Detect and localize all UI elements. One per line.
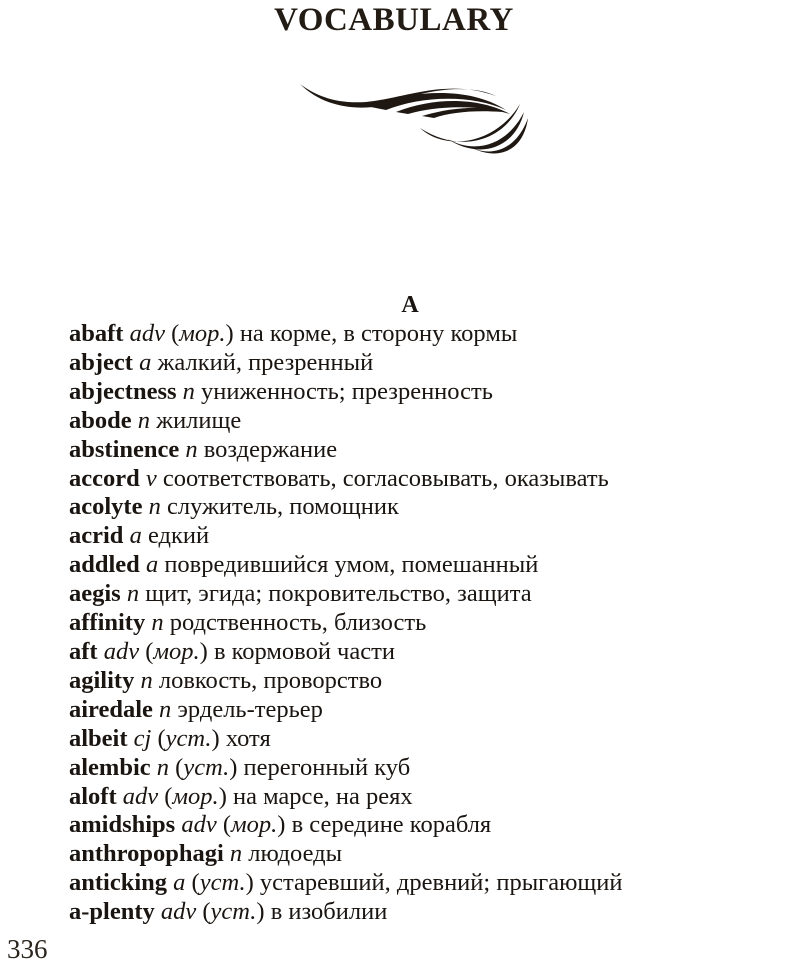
entry-part-of-speech: adv (181, 811, 217, 839)
entry-translation: в кормовой части (213, 637, 395, 665)
entry-part-of-speech: adv (103, 637, 140, 665)
entry-headword: airedale (69, 695, 153, 723)
vocabulary-entry (69, 320, 622, 349)
entry-translation: перегонный куб (243, 753, 411, 781)
entry-headword: affinity (69, 609, 146, 637)
entry-headword: aloft (69, 782, 117, 810)
entry-translation: едкий (147, 522, 210, 550)
entry-translation: жилище (156, 406, 242, 434)
entry-translation: униженность; презренность (201, 377, 493, 405)
entry-usage-label: мор. (231, 811, 278, 839)
entry-usage-note: (уст.) (157, 724, 220, 752)
vocabulary-entry (69, 898, 622, 927)
entry-translation: щит, эгида; покровительство, защита (145, 580, 532, 608)
vocabulary-entry (69, 638, 622, 667)
entry-part-of-speech: n (156, 753, 170, 781)
entry-part-of-speech: adv (129, 320, 165, 347)
entry-part-of-speech: n (137, 406, 151, 434)
entry-headword: a-plenty (69, 898, 155, 926)
vocabulary-entry (69, 609, 622, 638)
vocabulary-entry (69, 522, 622, 551)
vocabulary-entry (69, 696, 622, 725)
entry-headword: acolyte (69, 493, 143, 521)
vocabulary-entry (69, 436, 622, 465)
entry-headword: amidships (69, 811, 176, 839)
entry-headword: anthropophagi (69, 840, 224, 868)
vocabulary-entry (69, 840, 622, 869)
entry-translation: воздержание (203, 435, 338, 463)
entry-usage-note: (уст.) (175, 753, 238, 781)
vocabulary-entry (69, 407, 622, 436)
entry-translation: служитель, помощник (166, 493, 399, 521)
entry-part-of-speech: adv (122, 782, 159, 810)
entry-translation: эрдель-терьер (177, 695, 323, 723)
entry-translation: соответствовать, согласовывать, оказывать (162, 464, 609, 492)
entry-part-of-speech: n (140, 666, 153, 694)
entry-usage-label: уст. (165, 724, 212, 752)
flourish-ornament-icon (296, 82, 532, 162)
entry-headword: abjectness (69, 377, 177, 405)
entry-usage-label: мор. (172, 782, 219, 810)
entry-part-of-speech: a (145, 551, 159, 579)
vocabulary-list (69, 320, 622, 927)
vocabulary-entry (69, 754, 622, 783)
entry-part-of-speech: cj (133, 724, 152, 752)
entry-usage-label: мор. (179, 320, 226, 347)
entry-translation: в изобилии (270, 898, 388, 926)
entry-headword: abstinence (69, 435, 180, 463)
entry-headword: aft (69, 637, 98, 665)
section-letter: A (401, 292, 419, 318)
entry-headword: addled (69, 551, 140, 579)
entry-headword: abaft (69, 320, 124, 347)
entry-part-of-speech: n (126, 580, 140, 608)
vocabulary-entry (69, 349, 622, 378)
entry-usage-label: уст. (199, 869, 246, 897)
entry-usage-note: (уст.) (191, 869, 254, 897)
entry-translation: на марсе, на реях (232, 782, 413, 810)
entry-headword: accord (69, 464, 140, 492)
page-title: VOCABULARY (274, 2, 514, 38)
entry-usage-label: уст. (210, 898, 257, 926)
entry-translation: на корме, в сторону кормы (239, 320, 518, 347)
vocabulary-entry (69, 869, 622, 898)
entry-usage-note: (мор.) (164, 782, 227, 810)
entry-usage-label: уст. (183, 753, 230, 781)
entry-headword: abode (69, 406, 132, 434)
entry-translation: ловкость, проворство (158, 666, 383, 694)
entry-part-of-speech: adv (160, 898, 197, 926)
entry-part-of-speech: a (129, 522, 142, 550)
vocabulary-entry (69, 580, 622, 609)
entry-translation: повредившийся умом, помешанный (164, 551, 539, 579)
entry-translation: устаревший, древний; прыгающий (259, 869, 623, 897)
entry-usage-note: (уст.) (202, 898, 265, 926)
entry-usage-note: (мор.) (171, 320, 234, 347)
entry-translation: людоеды (248, 840, 343, 868)
vocabulary-entry (69, 465, 622, 494)
entry-part-of-speech: n (185, 435, 198, 463)
entry-headword: agility (69, 666, 135, 694)
page-number: 336 (7, 934, 48, 964)
vocabulary-entry (69, 667, 622, 696)
entry-usage-note: (мор.) (222, 811, 286, 839)
vocabulary-entry (69, 551, 622, 580)
entry-part-of-speech: v (145, 464, 157, 492)
entry-headword: aegis (69, 580, 121, 608)
entry-usage-label: мор. (153, 637, 200, 665)
entry-part-of-speech: a (173, 869, 186, 897)
entry-part-of-speech: n (229, 840, 243, 868)
entry-translation: в середине корабля (291, 811, 492, 839)
entry-headword: anticking (69, 869, 168, 897)
vocabulary-entry (69, 378, 622, 407)
vocabulary-entry (69, 783, 622, 812)
vocabulary-entry (69, 811, 622, 840)
entry-translation: хотя (225, 724, 271, 752)
entry-part-of-speech: a (139, 348, 152, 376)
entry-part-of-speech: n (151, 609, 164, 637)
entry-part-of-speech: n (148, 493, 161, 521)
entry-translation: жалкий, презренный (157, 348, 374, 376)
entry-usage-note: (мор.) (145, 637, 208, 665)
entry-part-of-speech: n (159, 695, 172, 723)
entry-headword: alembic (69, 753, 151, 781)
entry-headword: abject (69, 348, 133, 376)
entry-translation: родственность, близость (169, 609, 427, 637)
vocabulary-entry (69, 725, 622, 754)
vocabulary-entry (69, 493, 622, 522)
entry-headword: acrid (69, 522, 124, 550)
entry-headword: albeit (69, 724, 128, 752)
entry-part-of-speech: n (182, 377, 195, 405)
